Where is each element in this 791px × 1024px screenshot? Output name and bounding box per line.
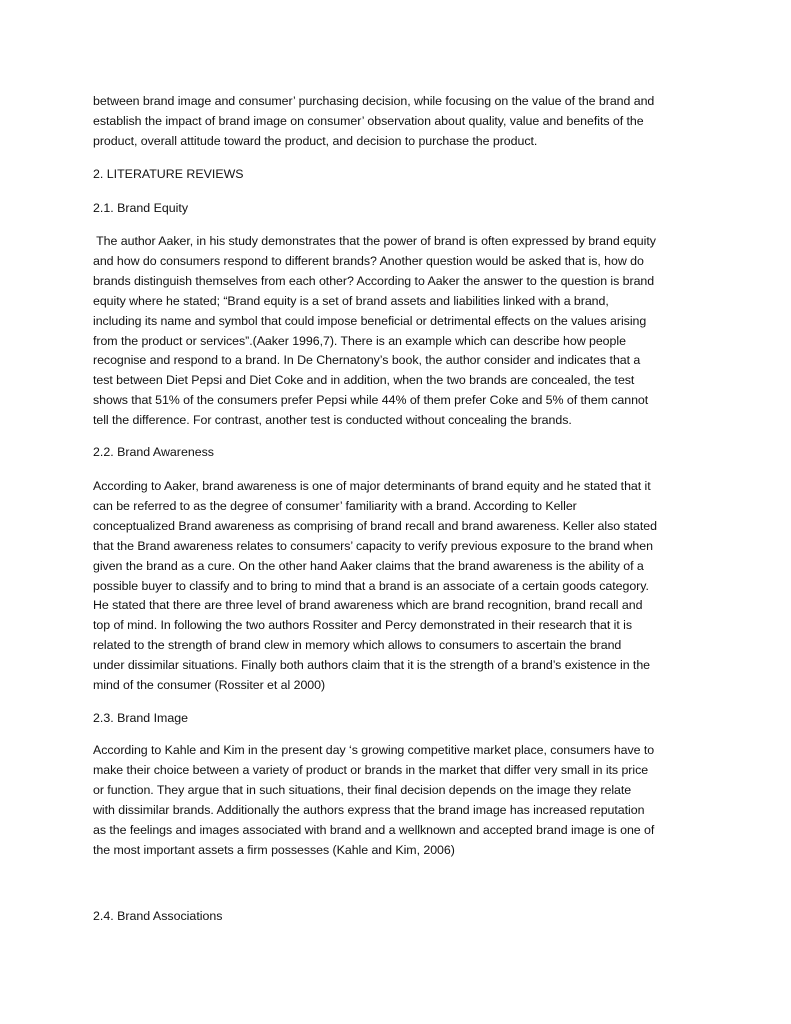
paragraph-line: test between Diet Pepsi and Diet Coke and in addition, when the two brands are concealed, the test [93, 373, 635, 388]
paragraph-line: According to Kahle and Kim in the present day ‘s growing competitive market place, consumers have to [93, 743, 655, 757]
paragraph-line: recognise and respond to a brand. In De Chernatony’s book, the author consider and indicates that a [93, 353, 641, 368]
brand-equity-paragraph [93, 232, 705, 431]
paragraph-line: mind of the consumer (Rossiter et al 2000) [93, 678, 326, 693]
paragraph-line: According to Aaker, brand awareness is one of major determinants of brand equity and he stated that it [93, 479, 651, 493]
paragraph-line: make their choice between a variety of product or brands in the market that differ very small in its price [93, 762, 649, 777]
paragraph-line: given the brand as a cure. On the other hand Aaker claims that the brand awareness is the ability of a [93, 558, 644, 573]
paragraph-line: or function. They argue that in such situations, their final decision depends on the image they relate [93, 782, 632, 797]
paragraph-line: the most important assets a firm possesses (Kahle and Kim, 2006) [93, 842, 455, 857]
paragraph-line: related to the strength of brand clew in memory which allows to consumers to ascertain the brand [93, 638, 622, 653]
paragraph-line: that the Brand awareness relates to consumers’ capacity to verify previous exposure to the brand when [93, 538, 653, 553]
paragraph-line: under dissimilar situations. Finally both authors claim that it is the strength of a brand’s existence in the [93, 658, 651, 673]
paragraph-line: equity where he stated; “Brand equity is a set of brand assets and liabilities linked with a brand, [93, 293, 609, 308]
subsection-heading-brand-associations: 2.4. Brand Associations [93, 909, 223, 923]
paragraph-line: conceptualized Brand awareness as comprising of brand recall and brand awareness. Keller also stated [93, 518, 657, 533]
paragraph-line: and how do consumers respond to different brands? Another question would be asked that is, how do [93, 253, 644, 268]
paragraph-line: establish the impact of brand image on consumer’ observation about quality, value and benefits of the [93, 113, 644, 128]
paragraph-line: shows that 51% of the consumers prefer Pepsi while 44% of them prefer Coke and 5% of them cannot [93, 393, 649, 408]
paragraph-line: top of mind. In following the two authors Rossiter and Percy demonstrated in their research that it is [93, 618, 632, 633]
subsection-heading-brand-equity: 2.1. Brand Equity [93, 201, 189, 215]
paragraph-line: tell the difference. For contrast, another test is conducted without concealing the brands. [93, 413, 572, 428]
paragraph-line: can be referred to as the degree of consumer’ familiarity with a brand. According to Keller [93, 498, 577, 513]
paragraph-line: product, overall attitude toward the product, and decision to purchase the product. [93, 133, 538, 148]
brand-image-paragraph [93, 741, 705, 860]
paragraph-line: as the feelings and images associated with brand and a wellknown and accepted brand image is one of [93, 822, 655, 837]
subsection-heading-brand-awareness: 2.2. Brand Awareness [93, 445, 215, 459]
paragraph-line: from the product or services”.(Aaker 1996,7). There is an example which can describe how people [93, 333, 626, 348]
brand-awareness-paragraph [93, 477, 705, 696]
paragraph-line: The author Aaker, in his study demonstrates that the power of brand is often expressed by brand equity [93, 234, 656, 248]
paragraph-line: brands distinguish themselves from each other? According to Aaker the answer to the question is brand [93, 273, 655, 288]
intro-paragraph [93, 92, 705, 152]
paragraph-line: He stated that there are three level of brand awareness which are brand recognition, brand recall and [93, 598, 643, 613]
paragraph-line: between brand image and consumer’ purchasing decision, while focusing on the value of the brand and [93, 94, 655, 108]
paragraph-line: possible buyer to classify and to bring to mind that a brand is an associate of a certain goods category. [93, 578, 649, 593]
subsection-heading-brand-image: 2.3. Brand Image [93, 711, 189, 725]
paragraph-line: with dissimilar brands. Additionally the authors express that the brand image has increased reputation [93, 802, 645, 817]
paragraph-line: including its name and symbol that could impose beneficial or detrimental effects on the values arising [93, 313, 647, 328]
section-heading-literature-reviews: 2. LITERATURE REVIEWS [93, 167, 244, 181]
